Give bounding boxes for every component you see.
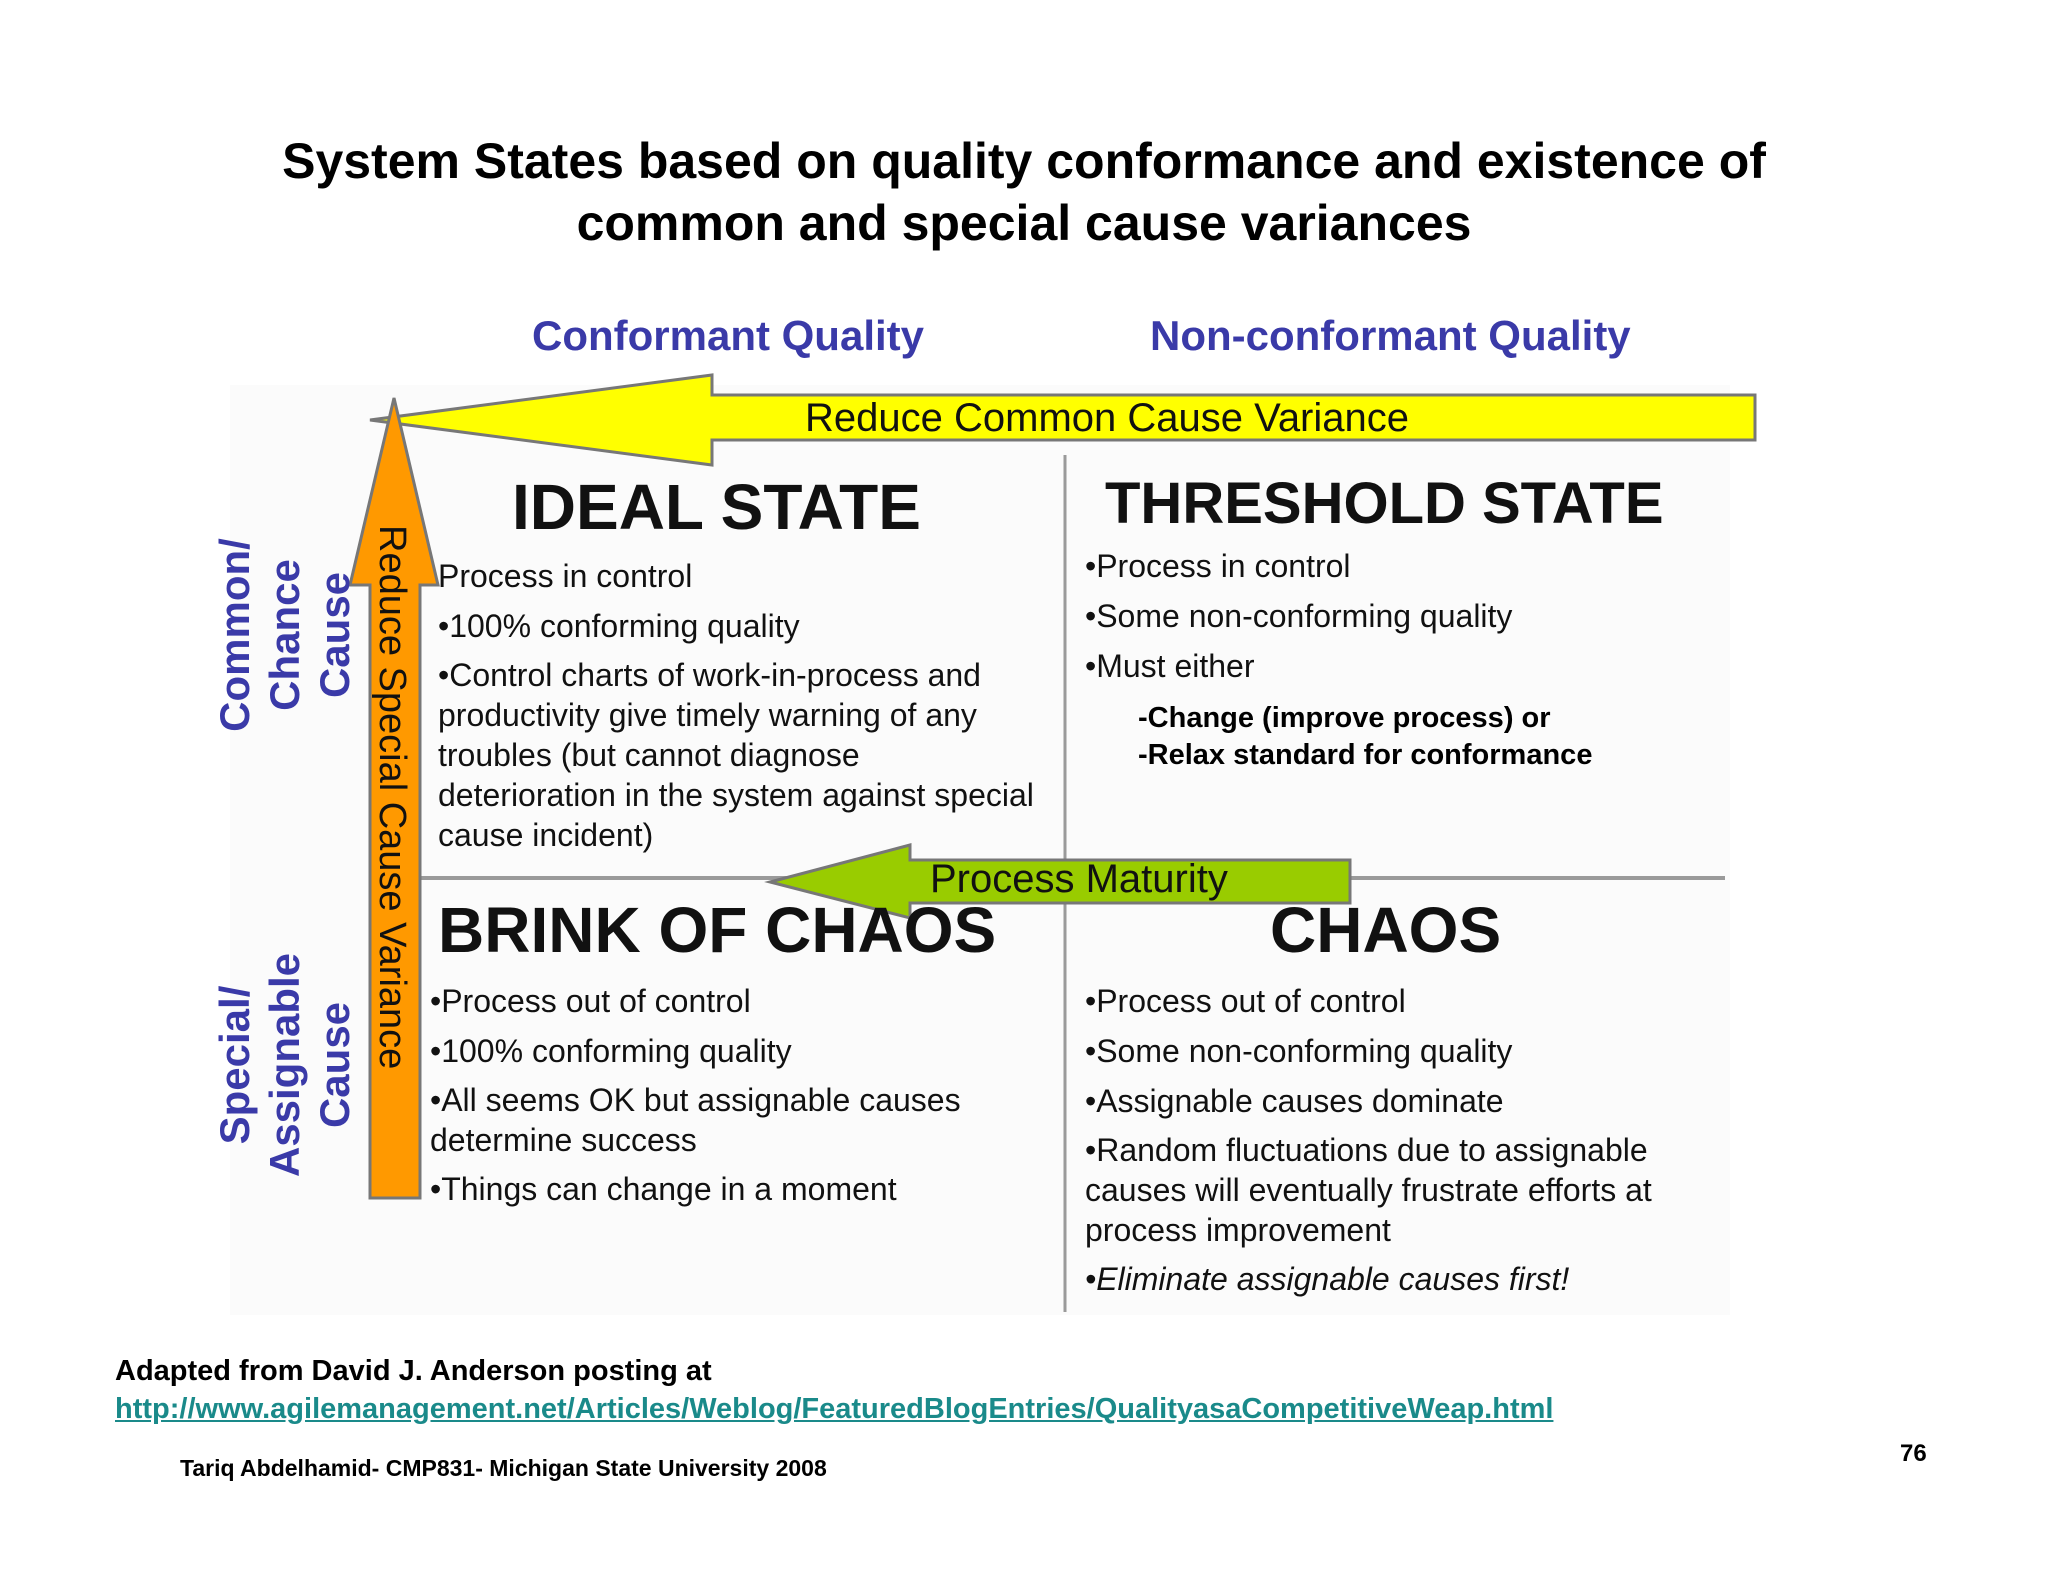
row-header-common-line3: Cause — [311, 571, 358, 699]
row-header-common — [210, 520, 360, 750]
brink-of-chaos-bullets — [430, 980, 1030, 1218]
threshold-sub-options — [1138, 700, 1592, 774]
ideal-state-title: IDEAL STATE — [512, 471, 921, 543]
ideal-bullet-2: •100% conforming quality — [438, 608, 800, 644]
threshold-bullet-3: •Must either — [1085, 648, 1255, 684]
page-number: 76 — [1900, 1440, 1927, 1467]
chaos-title: CHAOS — [1270, 894, 1502, 966]
chaos-bullet-3: •Assignable causes dominate — [1085, 1083, 1504, 1119]
ideal-state-bullets — [438, 555, 1038, 863]
row-header-special-line1: Special/ — [211, 985, 258, 1145]
brink-bullet-1: •Process out of control — [430, 983, 751, 1019]
slide-title-line2: common and special cause variances — [576, 195, 1472, 251]
chaos-bullet-2: •Some non-conforming quality — [1085, 1033, 1513, 1069]
column-header-non-conformant: Non-conformant Quality — [1150, 312, 1631, 359]
author-footer: Tariq Abdelhamid- CMP831- Michigan State University 2008 — [180, 1455, 827, 1481]
common-cause-arrow-label: Reduce Common Cause Variance — [805, 396, 1410, 440]
threshold-sub-2: -Relax standard for conformance — [1138, 739, 1593, 771]
brink-bullet-3: •All seems OK but assignable causes determine success — [430, 1082, 961, 1158]
threshold-state-bullets — [1085, 545, 1685, 695]
source-link[interactable]: http://www.agilemanagement.net/Articles/Weblog/FeaturedBlogEntries/QualityasaCompetitiveWeap.html — [115, 1393, 1554, 1425]
row-header-common-line1: Common/ — [211, 538, 258, 732]
maturity-arrow-label: Process Maturity — [930, 857, 1228, 901]
threshold-sub-1: -Change (improve process) or — [1138, 702, 1551, 734]
column-header-conformant: Conformant Quality — [532, 312, 925, 359]
chaos-bullet-5: •Eliminate assignable causes first! — [1085, 1261, 1570, 1297]
chaos-bullet-1: •Process out of control — [1085, 983, 1406, 1019]
row-header-special-line3: Cause — [311, 1001, 358, 1129]
chaos-bullet-4: •Random fluctuations due to assignable causes will eventually frustrate efforts at process improvement — [1085, 1132, 1652, 1248]
brink-of-chaos-title: BRINK OF CHAOS — [438, 894, 997, 966]
row-header-special-line2: Assignable — [261, 952, 308, 1178]
ideal-bullet-3: •Control charts of work-in-process and productivity give timely warning of any troubles (but cannot diagnose deterioration in the system against special cause incident) — [438, 657, 1034, 853]
row-header-common-line2: Chance — [261, 559, 308, 711]
row-header-special — [210, 930, 360, 1200]
source-credit: Adapted from David J. Anderson posting at — [115, 1355, 712, 1387]
brink-bullet-4: •Things can change in a moment — [430, 1171, 897, 1207]
threshold-state-title: THRESHOLD STATE — [1105, 471, 1664, 536]
special-cause-arrow-label: Reduce Special Cause Variance — [371, 525, 413, 1070]
chaos-bullets — [1085, 980, 1725, 1308]
ideal-bullet-1: Process in control — [438, 558, 693, 594]
threshold-bullet-2: •Some non-conforming quality — [1085, 598, 1513, 634]
slide-title-line1: System States based on quality conformance and existence of — [282, 133, 1766, 189]
threshold-bullet-1: •Process in control — [1085, 548, 1351, 584]
brink-bullet-2: •100% conforming quality — [430, 1033, 792, 1069]
